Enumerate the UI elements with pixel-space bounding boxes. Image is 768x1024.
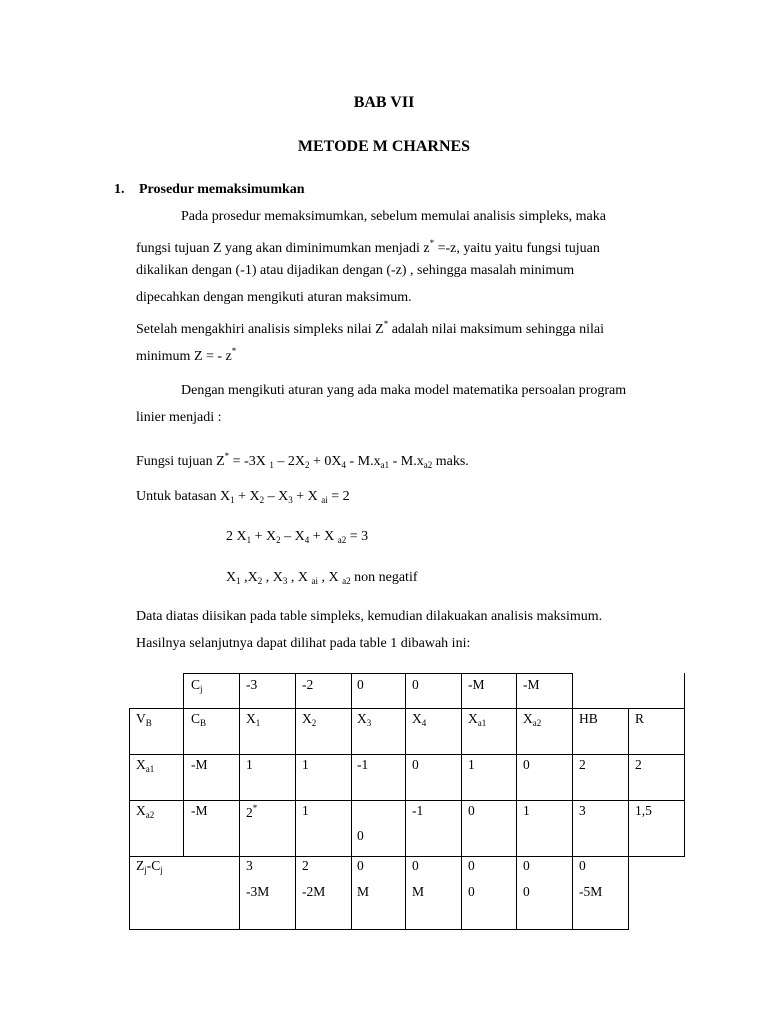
table-rule <box>129 754 685 755</box>
cj-value: -3 <box>246 677 258 692</box>
row1-cell: 1 <box>246 757 253 772</box>
zc-bottom: -5M <box>579 884 603 899</box>
constraint-nonneg: $X_1$ $,X_2$ , $X_3$ , X $_{ai}$ , X $_{a2}$ non negatif <box>226 570 418 586</box>
header-cb: $C_B$ <box>191 711 207 728</box>
cj-value: -2 <box>302 677 314 692</box>
row1-cell: 0 <box>523 757 530 772</box>
para2-line2: linier menjadi : <box>136 410 222 425</box>
para1-line4: dipecahkan dengan mengikuti aturan maksimum. <box>136 290 412 305</box>
table-rule <box>129 856 685 857</box>
cj-value: 0 <box>412 677 419 692</box>
row2-x3: 0 <box>357 828 364 843</box>
table-rule <box>351 673 352 930</box>
para1-line1: Pada prosedur memaksimumkan, sebelum memulai analisis simpleks, maka <box>181 209 606 224</box>
header-x1: $X_1$ <box>246 711 261 728</box>
cj-label: $C_j$ <box>191 677 203 694</box>
zc-bottom: -2M <box>302 884 326 899</box>
row2-r: 1,5 <box>635 803 652 818</box>
para1-line6: minimum Z = - z* <box>136 346 237 364</box>
zc-top: 0 <box>523 858 530 873</box>
zc-bottom: 0 <box>523 884 530 899</box>
zc-bottom: M <box>357 884 370 899</box>
para1-line2: fungsi tujuan Z yang akan diminimumkan menjadi z* =-z, yaitu yaitu fungsi tujuan <box>136 238 600 256</box>
cj-value: -M <box>523 677 540 692</box>
row1-cell: 2 <box>579 757 586 772</box>
row1-cell: 1 <box>468 757 475 772</box>
row1-cell: 1 <box>302 757 309 772</box>
para1-line3: dikalikan dengan (-1) atau dijadikan dengan (-z) , sehingga masalah minimum <box>136 263 575 278</box>
para2-line1: Dengan mengikuti aturan yang ada maka model matematika persoalan program <box>181 383 627 398</box>
row1-vb: $X_{a1}$ <box>136 757 155 774</box>
row2-x4: -1 <box>412 803 424 818</box>
objective-function: Fungsi tujuan Z* = -3X $_1 - 2X_2 + 0X_4 - M.x_{a1} - M.x_{a2}$ maks. <box>136 451 469 470</box>
constraint-1: Untuk batasan $X_1 + X_2 - X_3 + X$ $_{ai}$ = 2 <box>136 489 350 505</box>
table-rule <box>405 673 406 930</box>
zc-bottom: M <box>412 884 425 899</box>
row2-xa1: 0 <box>468 803 475 818</box>
chapter-title: METODE M CHARNES <box>297 138 471 155</box>
table-rule <box>129 929 629 930</box>
zc-top: 0 <box>412 858 419 873</box>
table-rule <box>295 673 296 930</box>
row2-xa2: 1 <box>523 803 530 818</box>
table-rule <box>129 708 130 930</box>
header-vb: $V_B$ <box>136 711 152 728</box>
row2-cb: -M <box>191 803 208 818</box>
header-xa1: $X_{a1}$ <box>468 711 487 728</box>
zc-bottom: -3M <box>246 884 270 899</box>
row2-x2: 1 <box>302 803 309 818</box>
cj-value: -M <box>468 677 485 692</box>
header-r: R <box>635 711 645 726</box>
row1-cell: -1 <box>357 757 369 772</box>
row2-x1-pivot: 2* <box>246 803 258 820</box>
table-rule <box>628 708 629 930</box>
zc-top: 0 <box>579 858 586 873</box>
header-x3: $X_3$ <box>357 711 372 728</box>
table-rule <box>461 673 462 930</box>
section-title: Prosedur memaksimumkan <box>139 182 305 197</box>
table-rule <box>572 673 573 930</box>
zc-bottom: 0 <box>468 884 475 899</box>
header-x4: $X_4$ <box>412 711 427 728</box>
zc-top: 0 <box>468 858 475 873</box>
row1-cell: 0 <box>412 757 419 772</box>
para3-line2: Hasilnya selanjutnya dapat dilihat pada table 1 dibawah ini: <box>136 636 471 651</box>
row2-hb: 3 <box>579 803 586 818</box>
table-rule <box>129 800 685 801</box>
para3-line1: Data diatas diisikan pada table simpleks, kemudian dilakuakan analisis maksimum. <box>136 609 603 624</box>
cj-value: 0 <box>357 677 364 692</box>
row2-vb: $X_{a2}$ <box>136 803 155 820</box>
header-hb: HB <box>579 711 598 726</box>
zc-label: $Z_j-C_j$ <box>136 858 163 875</box>
zc-top: 3 <box>246 858 253 873</box>
table-rule <box>516 673 517 930</box>
header-xa2: $X_{a2}$ <box>523 711 542 728</box>
table-rule <box>684 673 685 857</box>
row1-cell: 2 <box>635 757 642 772</box>
table-rule <box>183 673 572 674</box>
header-x2: $X_2$ <box>302 711 317 728</box>
zc-top: 0 <box>357 858 364 873</box>
constraint-2: 2 $X_1 + X_2 - X_4 + X$ $_{a2}$ = 3 <box>226 529 369 545</box>
table-rule <box>129 708 685 709</box>
section-number: 1. <box>114 182 125 197</box>
zc-top: 2 <box>302 858 309 873</box>
table-rule <box>239 673 240 930</box>
row1-cell: -M <box>191 757 208 772</box>
table-rule <box>183 673 184 856</box>
chapter-heading: BAB VII <box>353 94 415 111</box>
para1-line5: Setelah mengakhiri analisis simpleks nilai Z* adalah nilai maksimum sehingga nilai <box>136 319 604 337</box>
